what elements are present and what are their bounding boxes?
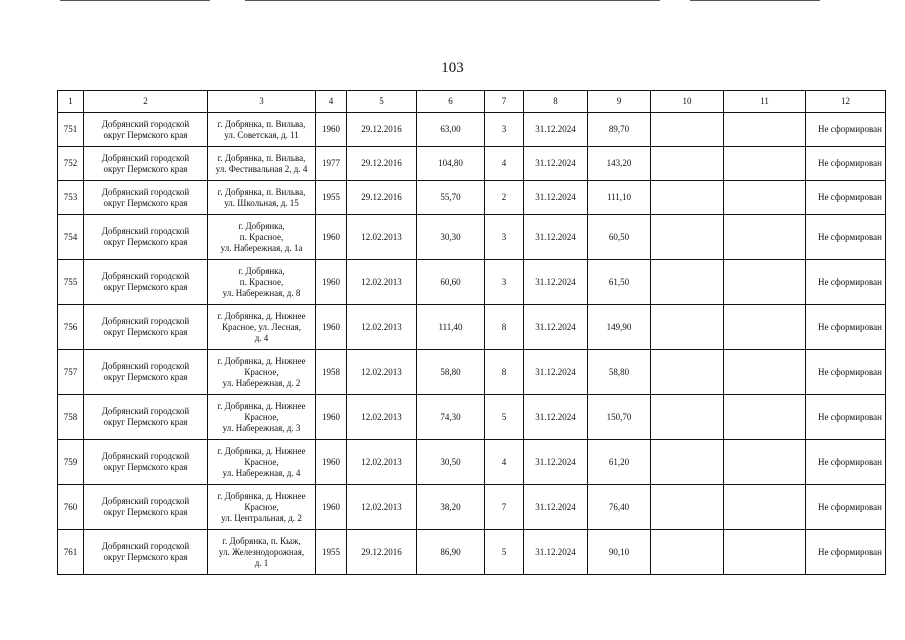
table-row: [58, 147, 886, 181]
table-row: [58, 485, 886, 530]
count-cell: 2: [485, 181, 524, 215]
year-cell: 1960: [316, 305, 347, 350]
deadline-cell: 31.12.2024: [524, 395, 588, 440]
status-cell: Не сформирован: [806, 260, 886, 305]
count-cell: 5: [485, 530, 524, 575]
empty-cell: [651, 440, 724, 485]
row-number: 753: [58, 181, 84, 215]
table-row: [58, 440, 886, 485]
status-cell: Не сформирован: [806, 215, 886, 260]
area-total-cell: 61,50: [588, 260, 651, 305]
count-cell: 4: [485, 147, 524, 181]
year-cell: 1960: [316, 260, 347, 305]
area-total-cell: 90,10: [588, 530, 651, 575]
deadline-cell: 31.12.2024: [524, 215, 588, 260]
column-header: 8: [524, 91, 588, 113]
year-cell: 1960: [316, 113, 347, 147]
row-number: 756: [58, 305, 84, 350]
area-total-cell: 143,20: [588, 147, 651, 181]
municipality-cell: Добрянский городской округ Пермского края: [84, 260, 208, 305]
municipality-cell: Добрянский городской округ Пермского края: [84, 113, 208, 147]
area-cell: 63,00: [417, 113, 485, 147]
year-cell: 1960: [316, 440, 347, 485]
empty-cell: [724, 215, 806, 260]
area-total-cell: 89,70: [588, 113, 651, 147]
empty-cell: [724, 440, 806, 485]
empty-cell: [651, 215, 724, 260]
date-cell: 12.02.2013: [347, 350, 417, 395]
address-cell: г. Добрянка, д. Нижнее Красное, ул. Набережная, д. 4: [208, 440, 316, 485]
row-number: 754: [58, 215, 84, 260]
status-cell: Не сформирован: [806, 147, 886, 181]
date-cell: 29.12.2016: [347, 181, 417, 215]
area-cell: 60,60: [417, 260, 485, 305]
area-cell: 30,30: [417, 215, 485, 260]
column-header: 6: [417, 91, 485, 113]
column-header: 12: [806, 91, 886, 113]
area-total-cell: 150,70: [588, 395, 651, 440]
empty-cell: [724, 530, 806, 575]
empty-cell: [724, 305, 806, 350]
address-cell: г. Добрянка, д. Нижнее Красное, ул. Набережная, д. 3: [208, 395, 316, 440]
empty-cell: [724, 485, 806, 530]
table-row: [58, 215, 886, 260]
area-total-cell: 60,50: [588, 215, 651, 260]
count-cell: 4: [485, 440, 524, 485]
count-cell: 8: [485, 350, 524, 395]
empty-cell: [651, 260, 724, 305]
area-total-cell: 76,40: [588, 485, 651, 530]
date-cell: 12.02.2013: [347, 395, 417, 440]
date-cell: 29.12.2016: [347, 113, 417, 147]
deadline-cell: 31.12.2024: [524, 440, 588, 485]
municipality-cell: Добрянский городской округ Пермского края: [84, 350, 208, 395]
table-row: [58, 395, 886, 440]
table-row: [58, 181, 886, 215]
area-cell: 38,20: [417, 485, 485, 530]
column-header: 4: [316, 91, 347, 113]
status-cell: Не сформирован: [806, 181, 886, 215]
deadline-cell: 31.12.2024: [524, 260, 588, 305]
date-cell: 12.02.2013: [347, 215, 417, 260]
deadline-cell: 31.12.2024: [524, 305, 588, 350]
column-header: 2: [84, 91, 208, 113]
empty-cell: [724, 350, 806, 395]
year-cell: 1958: [316, 350, 347, 395]
area-total-cell: 58,80: [588, 350, 651, 395]
address-cell: г. Добрянка, п. Вильва, ул. Советская, д. 11: [208, 113, 316, 147]
date-cell: 12.02.2013: [347, 440, 417, 485]
date-cell: 12.02.2013: [347, 260, 417, 305]
area-cell: 58,80: [417, 350, 485, 395]
empty-cell: [651, 305, 724, 350]
area-cell: 30,50: [417, 440, 485, 485]
row-number: 751: [58, 113, 84, 147]
empty-cell: [651, 395, 724, 440]
date-cell: 12.02.2013: [347, 305, 417, 350]
empty-cell: [724, 260, 806, 305]
page-number: 103: [441, 60, 464, 76]
table-row: [58, 260, 886, 305]
row-number: 758: [58, 395, 84, 440]
empty-cell: [724, 113, 806, 147]
area-total-cell: 111,10: [588, 181, 651, 215]
municipality-cell: Добрянский городской округ Пермского края: [84, 440, 208, 485]
municipality-cell: Добрянский городской округ Пермского края: [84, 395, 208, 440]
municipality-cell: Добрянский городской округ Пермского края: [84, 147, 208, 181]
year-cell: 1955: [316, 181, 347, 215]
row-number: 752: [58, 147, 84, 181]
column-header: 3: [208, 91, 316, 113]
top-rule-middle: [245, 0, 660, 1]
column-header: 7: [485, 91, 524, 113]
count-cell: 8: [485, 305, 524, 350]
empty-cell: [724, 147, 806, 181]
row-number: 760: [58, 485, 84, 530]
status-cell: Не сформирован: [806, 350, 886, 395]
status-cell: Не сформирован: [806, 440, 886, 485]
column-header: 1: [58, 91, 84, 113]
table-row: [58, 530, 886, 575]
date-cell: 12.02.2013: [347, 485, 417, 530]
deadline-cell: 31.12.2024: [524, 485, 588, 530]
municipality-cell: Добрянский городской округ Пермского края: [84, 215, 208, 260]
status-cell: Не сформирован: [806, 113, 886, 147]
row-number: 761: [58, 530, 84, 575]
deadline-cell: 31.12.2024: [524, 181, 588, 215]
year-cell: 1977: [316, 147, 347, 181]
address-cell: г. Добрянка, п. Красное, ул. Набережная, д. 1а: [208, 215, 316, 260]
count-cell: 3: [485, 260, 524, 305]
year-cell: 1960: [316, 395, 347, 440]
year-cell: 1955: [316, 530, 347, 575]
municipality-cell: Добрянский городской округ Пермского края: [84, 530, 208, 575]
empty-cell: [724, 181, 806, 215]
empty-cell: [651, 485, 724, 530]
address-cell: г. Добрянка, п. Красное, ул. Набережная, д. 8: [208, 260, 316, 305]
top-rule-right: [690, 0, 820, 1]
column-header: 11: [724, 91, 806, 113]
area-cell: 86,90: [417, 530, 485, 575]
date-cell: 29.12.2016: [347, 530, 417, 575]
address-cell: г. Добрянка, п. Вильва, ул. Школьная, д. 15: [208, 181, 316, 215]
status-cell: Не сформирован: [806, 485, 886, 530]
address-cell: г. Добрянка, д. Нижнее Красное, ул. Центральная, д. 2: [208, 485, 316, 530]
municipality-cell: Добрянский городской округ Пермского края: [84, 305, 208, 350]
empty-cell: [651, 350, 724, 395]
empty-cell: [651, 113, 724, 147]
area-total-cell: 61,20: [588, 440, 651, 485]
count-cell: 3: [485, 215, 524, 260]
empty-cell: [651, 530, 724, 575]
deadline-cell: 31.12.2024: [524, 147, 588, 181]
area-total-cell: 149,90: [588, 305, 651, 350]
status-cell: Не сформирован: [806, 395, 886, 440]
column-header: 10: [651, 91, 724, 113]
register-table: [57, 90, 886, 575]
count-cell: 3: [485, 113, 524, 147]
table-row: [58, 305, 886, 350]
address-cell: г. Добрянка, д. Нижнее Красное, ул. Набережная, д. 2: [208, 350, 316, 395]
row-number: 755: [58, 260, 84, 305]
municipality-cell: Добрянский городской округ Пермского края: [84, 485, 208, 530]
area-cell: 74,30: [417, 395, 485, 440]
top-rule-left: [60, 0, 210, 1]
year-cell: 1960: [316, 485, 347, 530]
header-row: [58, 91, 886, 113]
table-row: [58, 113, 886, 147]
year-cell: 1960: [316, 215, 347, 260]
address-cell: г. Добрянка, п. Вильва, ул. Фестивальная 2, д. 4: [208, 147, 316, 181]
row-number: 759: [58, 440, 84, 485]
area-cell: 104,80: [417, 147, 485, 181]
status-cell: Не сформирован: [806, 305, 886, 350]
count-cell: 5: [485, 395, 524, 440]
row-number: 757: [58, 350, 84, 395]
date-cell: 29.12.2016: [347, 147, 417, 181]
municipality-cell: Добрянский городской округ Пермского края: [84, 181, 208, 215]
empty-cell: [724, 395, 806, 440]
address-cell: г. Добрянка, д. Нижнее Красное, ул. Лесная, д. 4: [208, 305, 316, 350]
area-cell: 55,70: [417, 181, 485, 215]
empty-cell: [651, 147, 724, 181]
deadline-cell: 31.12.2024: [524, 113, 588, 147]
address-cell: г. Добрянка, п. Кыж, ул. Железнодорожная, д. 1: [208, 530, 316, 575]
area-cell: 111,40: [417, 305, 485, 350]
deadline-cell: 31.12.2024: [524, 530, 588, 575]
table-row: [58, 350, 886, 395]
column-header: 5: [347, 91, 417, 113]
column-header: 9: [588, 91, 651, 113]
deadline-cell: 31.12.2024: [524, 350, 588, 395]
status-cell: Не сформирован: [806, 530, 886, 575]
empty-cell: [651, 181, 724, 215]
count-cell: 7: [485, 485, 524, 530]
